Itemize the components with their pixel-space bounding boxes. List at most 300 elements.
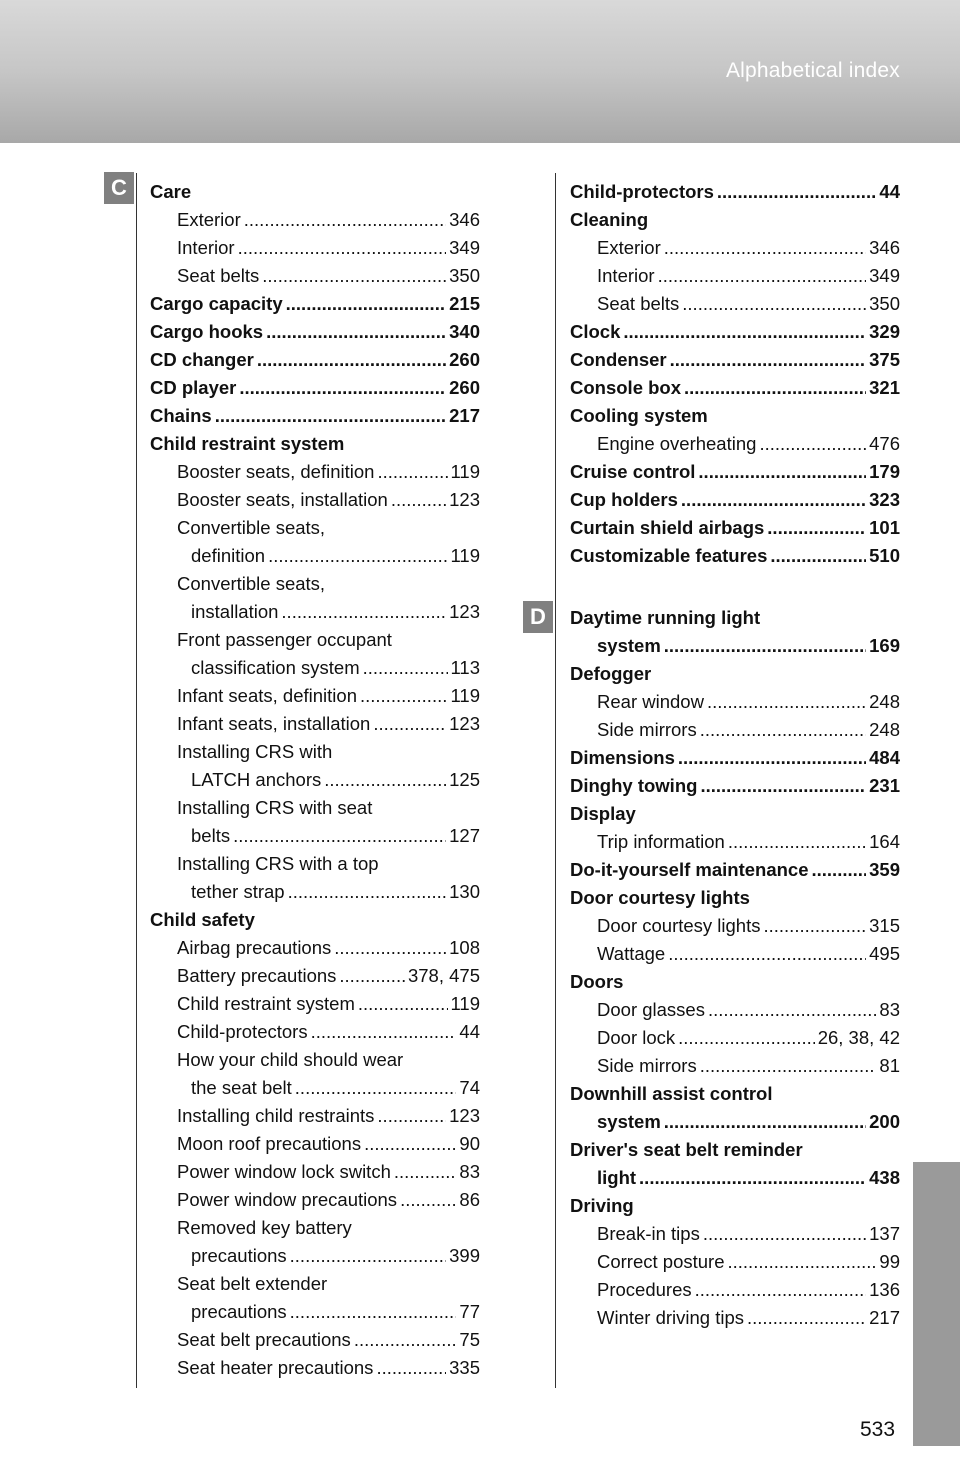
section-gap — [570, 570, 900, 604]
index-entry — [570, 1304, 900, 1332]
index-entry-term: Side mirrors — [597, 1055, 697, 1076]
index-entry — [150, 906, 480, 934]
dot-leader — [664, 635, 866, 657]
section-letter-c: C — [104, 172, 134, 204]
index-entry-page: 375 — [869, 349, 900, 370]
dot-leader — [664, 1111, 866, 1133]
index-entry-term: Door courtesy lights — [597, 915, 761, 936]
index-entry — [150, 318, 480, 346]
index-entry-term: Child safety — [150, 909, 255, 930]
index-entry-page: 123 — [449, 713, 480, 734]
index-entry-page: 113 — [450, 657, 480, 678]
left-column-rule — [136, 173, 137, 1388]
index-entry-page: 81 — [879, 1055, 900, 1076]
dot-leader — [358, 993, 448, 1015]
index-entry-page: 340 — [449, 321, 480, 342]
index-entry — [150, 374, 480, 402]
index-entry-term: Downhill assist control — [570, 1083, 773, 1104]
dot-leader — [311, 1021, 457, 1043]
dot-leader — [244, 209, 446, 231]
index-entry-page: 329 — [869, 321, 900, 342]
dot-leader — [334, 937, 446, 959]
index-entry-term: Cruise control — [570, 461, 696, 482]
index-entry-term: Care — [150, 181, 192, 202]
index-entry — [150, 710, 480, 738]
dot-leader — [770, 545, 866, 567]
index-entry — [570, 800, 900, 828]
index-entry-term: Airbag precautions — [177, 937, 332, 958]
dot-leader — [698, 461, 866, 483]
dot-leader — [681, 489, 866, 511]
index-entry — [570, 290, 900, 318]
index-entry — [150, 570, 480, 598]
index-entry — [150, 1354, 480, 1382]
index-entry-page: 346 — [449, 209, 480, 230]
index-entry-page: 83 — [879, 999, 900, 1020]
index-entry-term: Side mirrors — [597, 719, 697, 740]
index-entry — [570, 430, 900, 458]
index-entry-page: 200 — [869, 1111, 900, 1132]
index-entry-term: Infant seats, definition — [177, 685, 357, 706]
index-entry — [570, 178, 900, 206]
index-entry-page: 125 — [449, 769, 480, 790]
index-entry — [570, 632, 900, 660]
index-entry-term: Exterior — [597, 237, 661, 258]
index-entry — [150, 878, 480, 906]
index-entry-term: Procedures — [597, 1279, 692, 1300]
index-entry — [570, 828, 900, 856]
index-entry — [150, 346, 480, 374]
page-header-band — [0, 0, 960, 143]
index-entry — [570, 1220, 900, 1248]
dot-leader — [233, 825, 446, 847]
index-entry-term: Convertible seats, — [177, 573, 326, 594]
dot-leader — [266, 321, 446, 343]
index-entry-term: Infant seats, installation — [177, 713, 371, 734]
dot-leader — [759, 433, 866, 455]
index-entry — [570, 1276, 900, 1304]
index-entry — [570, 1192, 900, 1220]
index-entry — [570, 744, 900, 772]
index-entry-term: precautions — [191, 1245, 287, 1266]
index-entry-term: Booster seats, definition — [177, 461, 375, 482]
index-entry-page: 350 — [449, 265, 480, 286]
index-entry-term: Daytime running light — [570, 607, 761, 628]
index-entry — [150, 402, 480, 430]
index-entry-page: 260 — [449, 377, 480, 398]
dot-leader — [400, 1189, 456, 1211]
index-entry — [150, 738, 480, 766]
index-entry-page: 119 — [450, 461, 480, 482]
index-entry — [150, 206, 480, 234]
dot-leader — [700, 719, 866, 741]
index-entry-term: Child restraint system — [150, 433, 345, 454]
index-entry-page: 130 — [449, 881, 480, 902]
dot-leader — [668, 943, 866, 965]
index-entry — [150, 1186, 480, 1214]
index-entry-term: Seat belt extender — [177, 1273, 328, 1294]
index-entry-page: 74 — [459, 1077, 480, 1098]
index-entry-term: Exterior — [177, 209, 241, 230]
index-entry — [150, 962, 480, 990]
index-entry-term: Break-in tips — [597, 1223, 700, 1244]
dot-leader — [354, 1329, 457, 1351]
index-entry-page: 99 — [879, 1251, 900, 1272]
index-entry-page: 44 — [879, 181, 900, 202]
index-entry-term: Rear window — [597, 691, 704, 712]
index-entry — [570, 968, 900, 996]
index-entry — [150, 654, 480, 682]
index-entry-term: Interior — [177, 237, 235, 258]
index-entry-page: 119 — [450, 545, 480, 566]
dot-leader — [286, 293, 446, 315]
index-entry-term: Correct posture — [597, 1251, 725, 1272]
index-entry — [150, 1298, 480, 1326]
index-entry-page: 438 — [869, 1167, 900, 1188]
dot-leader — [639, 1167, 866, 1189]
dot-leader — [708, 999, 876, 1021]
index-entry-page: 378, 475 — [407, 965, 480, 986]
index-entry-page: 346 — [869, 237, 900, 258]
index-entry-page: 169 — [869, 635, 900, 656]
index-entry — [150, 1242, 480, 1270]
index-entry-page: 399 — [449, 1245, 480, 1266]
dot-leader — [763, 915, 866, 937]
index-entry — [150, 1130, 480, 1158]
index-entry — [570, 262, 900, 290]
index-entry-term: Booster seats, installation — [177, 489, 388, 510]
index-entry-page: 101 — [869, 517, 900, 538]
index-entry-page: 90 — [459, 1133, 480, 1154]
index-entry — [570, 688, 900, 716]
dot-leader — [695, 1279, 867, 1301]
index-entry — [570, 716, 900, 744]
dot-leader — [707, 691, 866, 713]
dot-leader — [339, 965, 405, 987]
dot-leader — [678, 747, 866, 769]
index-entry-term: Installing CRS with seat — [177, 797, 373, 818]
index-entry-term: Trip information — [597, 831, 725, 852]
index-entry-term: Door lock — [597, 1027, 676, 1048]
index-entry — [150, 1018, 480, 1046]
index-entry-page: 123 — [449, 489, 480, 510]
dot-leader — [290, 1301, 457, 1323]
index-entry-page: 349 — [449, 237, 480, 258]
index-entry — [150, 682, 480, 710]
dot-leader — [664, 237, 866, 259]
index-entry-term: Do-it-yourself maintenance — [570, 859, 809, 880]
index-entry-term: Customizable features — [570, 545, 768, 566]
index-entry — [570, 660, 900, 688]
index-entry-page: 86 — [459, 1189, 480, 1210]
index-entry — [570, 402, 900, 430]
index-entry-page: 217 — [449, 405, 480, 426]
index-entry-page: 349 — [869, 265, 900, 286]
dot-leader — [728, 1251, 877, 1273]
dot-leader — [812, 859, 867, 881]
index-entry — [150, 1158, 480, 1186]
dot-leader — [295, 1077, 457, 1099]
index-entry-term: precautions — [191, 1301, 287, 1322]
index-entry-page: 127 — [449, 825, 480, 846]
index-entry — [150, 822, 480, 850]
dot-leader — [288, 881, 447, 903]
dot-leader — [268, 545, 447, 567]
index-entry-page: 77 — [459, 1301, 480, 1322]
index-entry-term: Seat belts — [177, 265, 260, 286]
index-entry-page: 321 — [869, 377, 900, 398]
index-entry-term: Door glasses — [597, 999, 705, 1020]
dot-leader — [363, 657, 448, 679]
index-entry-page: 137 — [869, 1223, 900, 1244]
index-entry-term: Wattage — [597, 943, 666, 964]
index-column-right — [570, 178, 900, 1332]
dot-leader — [239, 377, 446, 399]
index-entry — [150, 934, 480, 962]
index-entry — [570, 234, 900, 262]
index-entry-page: 476 — [869, 433, 900, 454]
index-entry-term: Doors — [570, 971, 624, 992]
dot-leader — [373, 713, 446, 735]
dot-leader — [281, 601, 446, 623]
index-entry — [570, 374, 900, 402]
index-entry — [150, 542, 480, 570]
index-entry — [570, 206, 900, 234]
index-entry — [570, 996, 900, 1024]
index-entry — [570, 542, 900, 570]
index-entry-term: Engine overheating — [597, 433, 757, 454]
index-entry-term: Dinghy towing — [570, 775, 698, 796]
index-entry — [150, 514, 480, 542]
index-entry-term: Child restraint system — [177, 993, 355, 1014]
index-entry-term: belts — [191, 825, 231, 846]
index-entry — [150, 430, 480, 458]
index-entry-term: LATCH anchors — [191, 769, 322, 790]
index-entry-page: 260 — [449, 349, 480, 370]
index-entry-term: Winter driving tips — [597, 1307, 745, 1328]
index-entry-term: Seat belt precautions — [177, 1329, 351, 1350]
index-entry — [150, 1074, 480, 1102]
index-entry-term: Power window precautions — [177, 1189, 398, 1210]
index-entry-page: 231 — [869, 775, 900, 796]
index-entry-page: 248 — [869, 719, 900, 740]
index-entry-page: 136 — [869, 1279, 900, 1300]
dot-leader — [360, 685, 448, 707]
dot-leader — [682, 293, 866, 315]
index-entry-term: Interior — [597, 265, 655, 286]
dot-leader — [391, 489, 446, 511]
index-entry-term: Display — [570, 803, 636, 824]
index-entry — [150, 1214, 480, 1242]
index-entry — [570, 856, 900, 884]
index-entry — [150, 290, 480, 318]
index-entry-term: tether strap — [191, 881, 285, 902]
index-entry-term: Front passenger occupant — [177, 629, 392, 650]
index-entry — [150, 458, 480, 486]
index-entry — [570, 1080, 900, 1108]
dot-leader — [658, 265, 867, 287]
index-entry-page: 359 — [869, 859, 900, 880]
index-entry-page: 44 — [459, 1021, 480, 1042]
index-entry — [150, 794, 480, 822]
index-entry-term: the seat belt — [191, 1077, 292, 1098]
index-entry — [570, 458, 900, 486]
index-entry-term: system — [597, 1111, 661, 1132]
index-entry-page: 26, 38, 42 — [817, 1027, 900, 1048]
section-c-entries — [570, 178, 900, 570]
section-letter-d: D — [523, 601, 553, 633]
dot-leader — [394, 1161, 457, 1183]
index-entry — [570, 772, 900, 800]
index-entry-page: 323 — [869, 489, 900, 510]
dot-leader — [290, 1245, 446, 1267]
index-entry-term: installation — [191, 601, 279, 622]
index-entry-term: Moon roof precautions — [177, 1133, 362, 1154]
index-entry-term: CD player — [150, 377, 237, 398]
index-entry — [150, 850, 480, 878]
index-entry-term: Cargo hooks — [150, 321, 264, 342]
index-entry — [150, 766, 480, 794]
index-entry-term: light — [597, 1167, 637, 1188]
index-entry-term: Battery precautions — [177, 965, 337, 986]
index-entry — [150, 178, 480, 206]
index-entry-term: CD changer — [150, 349, 254, 370]
index-entry-term: Child-protectors — [177, 1021, 308, 1042]
index-entry-page: 217 — [869, 1307, 900, 1328]
index-entry-page: 315 — [869, 915, 900, 936]
dot-leader — [747, 1307, 866, 1329]
index-entry-page: 510 — [869, 545, 900, 566]
index-entry-page: 179 — [869, 461, 900, 482]
index-entry-term: Console box — [570, 377, 682, 398]
dot-leader — [700, 775, 866, 797]
dot-leader — [728, 831, 866, 853]
index-entry-term: Clock — [570, 321, 621, 342]
index-entry-term: Defogger — [570, 663, 652, 684]
section-d-entries — [570, 604, 900, 1332]
dot-leader — [684, 377, 866, 399]
index-entry-term: Condenser — [570, 349, 667, 370]
index-entry-page: 83 — [459, 1161, 480, 1182]
index-entry-page: 215 — [449, 293, 480, 314]
index-entry — [570, 1024, 900, 1052]
index-entry-term: Driving — [570, 1195, 634, 1216]
index-entry-term: Installing CRS with a top — [177, 853, 379, 874]
index-entry-term: Seat heater precautions — [177, 1357, 374, 1378]
dot-leader — [623, 321, 866, 343]
dot-leader — [215, 405, 446, 427]
page-number: 533 — [860, 1418, 896, 1441]
index-entry-term: definition — [191, 545, 266, 566]
thumb-index-tab — [913, 1162, 960, 1446]
index-entry-term: Power window lock switch — [177, 1161, 391, 1182]
index-entry-page: 75 — [459, 1329, 480, 1350]
index-entry-page: 248 — [869, 691, 900, 712]
index-entry — [150, 598, 480, 626]
index-entry-term: system — [597, 635, 661, 656]
dot-leader — [364, 1133, 456, 1155]
index-entry — [570, 346, 900, 374]
index-entry — [570, 912, 900, 940]
dot-leader — [670, 349, 866, 371]
index-entry — [150, 626, 480, 654]
index-entry — [150, 234, 480, 262]
index-entry-term: Child-protectors — [570, 181, 714, 202]
index-entry-term: Dimensions — [570, 747, 675, 768]
index-entry — [150, 486, 480, 514]
index-entry-page: 484 — [869, 747, 900, 768]
index-entry-term: Removed key battery — [177, 1217, 352, 1238]
index-entry — [150, 1270, 480, 1298]
dot-leader — [700, 1055, 877, 1077]
index-entry-term: Installing CRS with — [177, 741, 333, 762]
dot-leader — [376, 1357, 446, 1379]
index-entry-page: 119 — [450, 993, 480, 1014]
index-entry — [570, 940, 900, 968]
dot-leader — [324, 769, 446, 791]
page-title: Alphabetical index — [725, 59, 900, 82]
dot-leader — [767, 517, 866, 539]
index-entry — [150, 1046, 480, 1074]
index-column-left — [150, 178, 480, 1382]
right-column-rule — [555, 173, 556, 1388]
index-entry-page: 123 — [449, 601, 480, 622]
index-entry — [150, 262, 480, 290]
index-entry-term: Seat belts — [597, 293, 680, 314]
index-entry-term: Convertible seats, — [177, 517, 326, 538]
index-entry-term: Curtain shield airbags — [570, 517, 765, 538]
index-entry-term: classification system — [191, 657, 360, 678]
index-entry — [150, 1326, 480, 1354]
index-entry — [570, 1136, 900, 1164]
index-entry — [570, 1248, 900, 1276]
index-entry-page: 119 — [450, 685, 480, 706]
index-entry-term: Installing child restraints — [177, 1105, 375, 1126]
index-entry-term: Chains — [150, 405, 212, 426]
index-entry-term: How your child should wear — [177, 1049, 404, 1070]
index-entry — [570, 1052, 900, 1080]
index-entry — [150, 1102, 480, 1130]
index-entry-term: Driver's seat belt reminder — [570, 1139, 803, 1160]
index-entry-term: Door courtesy lights — [570, 887, 750, 908]
index-entry — [570, 1164, 900, 1192]
index-entry-page: 108 — [449, 937, 480, 958]
index-entry-page: 350 — [869, 293, 900, 314]
index-entry-term: Cargo capacity — [150, 293, 283, 314]
dot-leader — [262, 265, 446, 287]
index-entry-page: 123 — [449, 1105, 480, 1126]
index-entry — [570, 604, 900, 632]
index-entry-page: 495 — [869, 943, 900, 964]
index-entry-term: Cooling system — [570, 405, 708, 426]
dot-leader — [377, 1105, 446, 1127]
dot-leader — [238, 237, 447, 259]
index-entry — [570, 486, 900, 514]
index-entry-term: Cup holders — [570, 489, 678, 510]
dot-leader — [257, 349, 446, 371]
index-entry — [150, 990, 480, 1018]
dot-leader — [703, 1223, 866, 1245]
index-entry — [570, 884, 900, 912]
dot-leader — [717, 181, 877, 203]
dot-leader — [678, 1027, 815, 1049]
index-entry — [570, 318, 900, 346]
index-entry-page: 335 — [449, 1357, 480, 1378]
index-entry-page: 164 — [869, 831, 900, 852]
index-entry — [570, 1108, 900, 1136]
dot-leader — [377, 461, 447, 483]
index-entry — [570, 514, 900, 542]
